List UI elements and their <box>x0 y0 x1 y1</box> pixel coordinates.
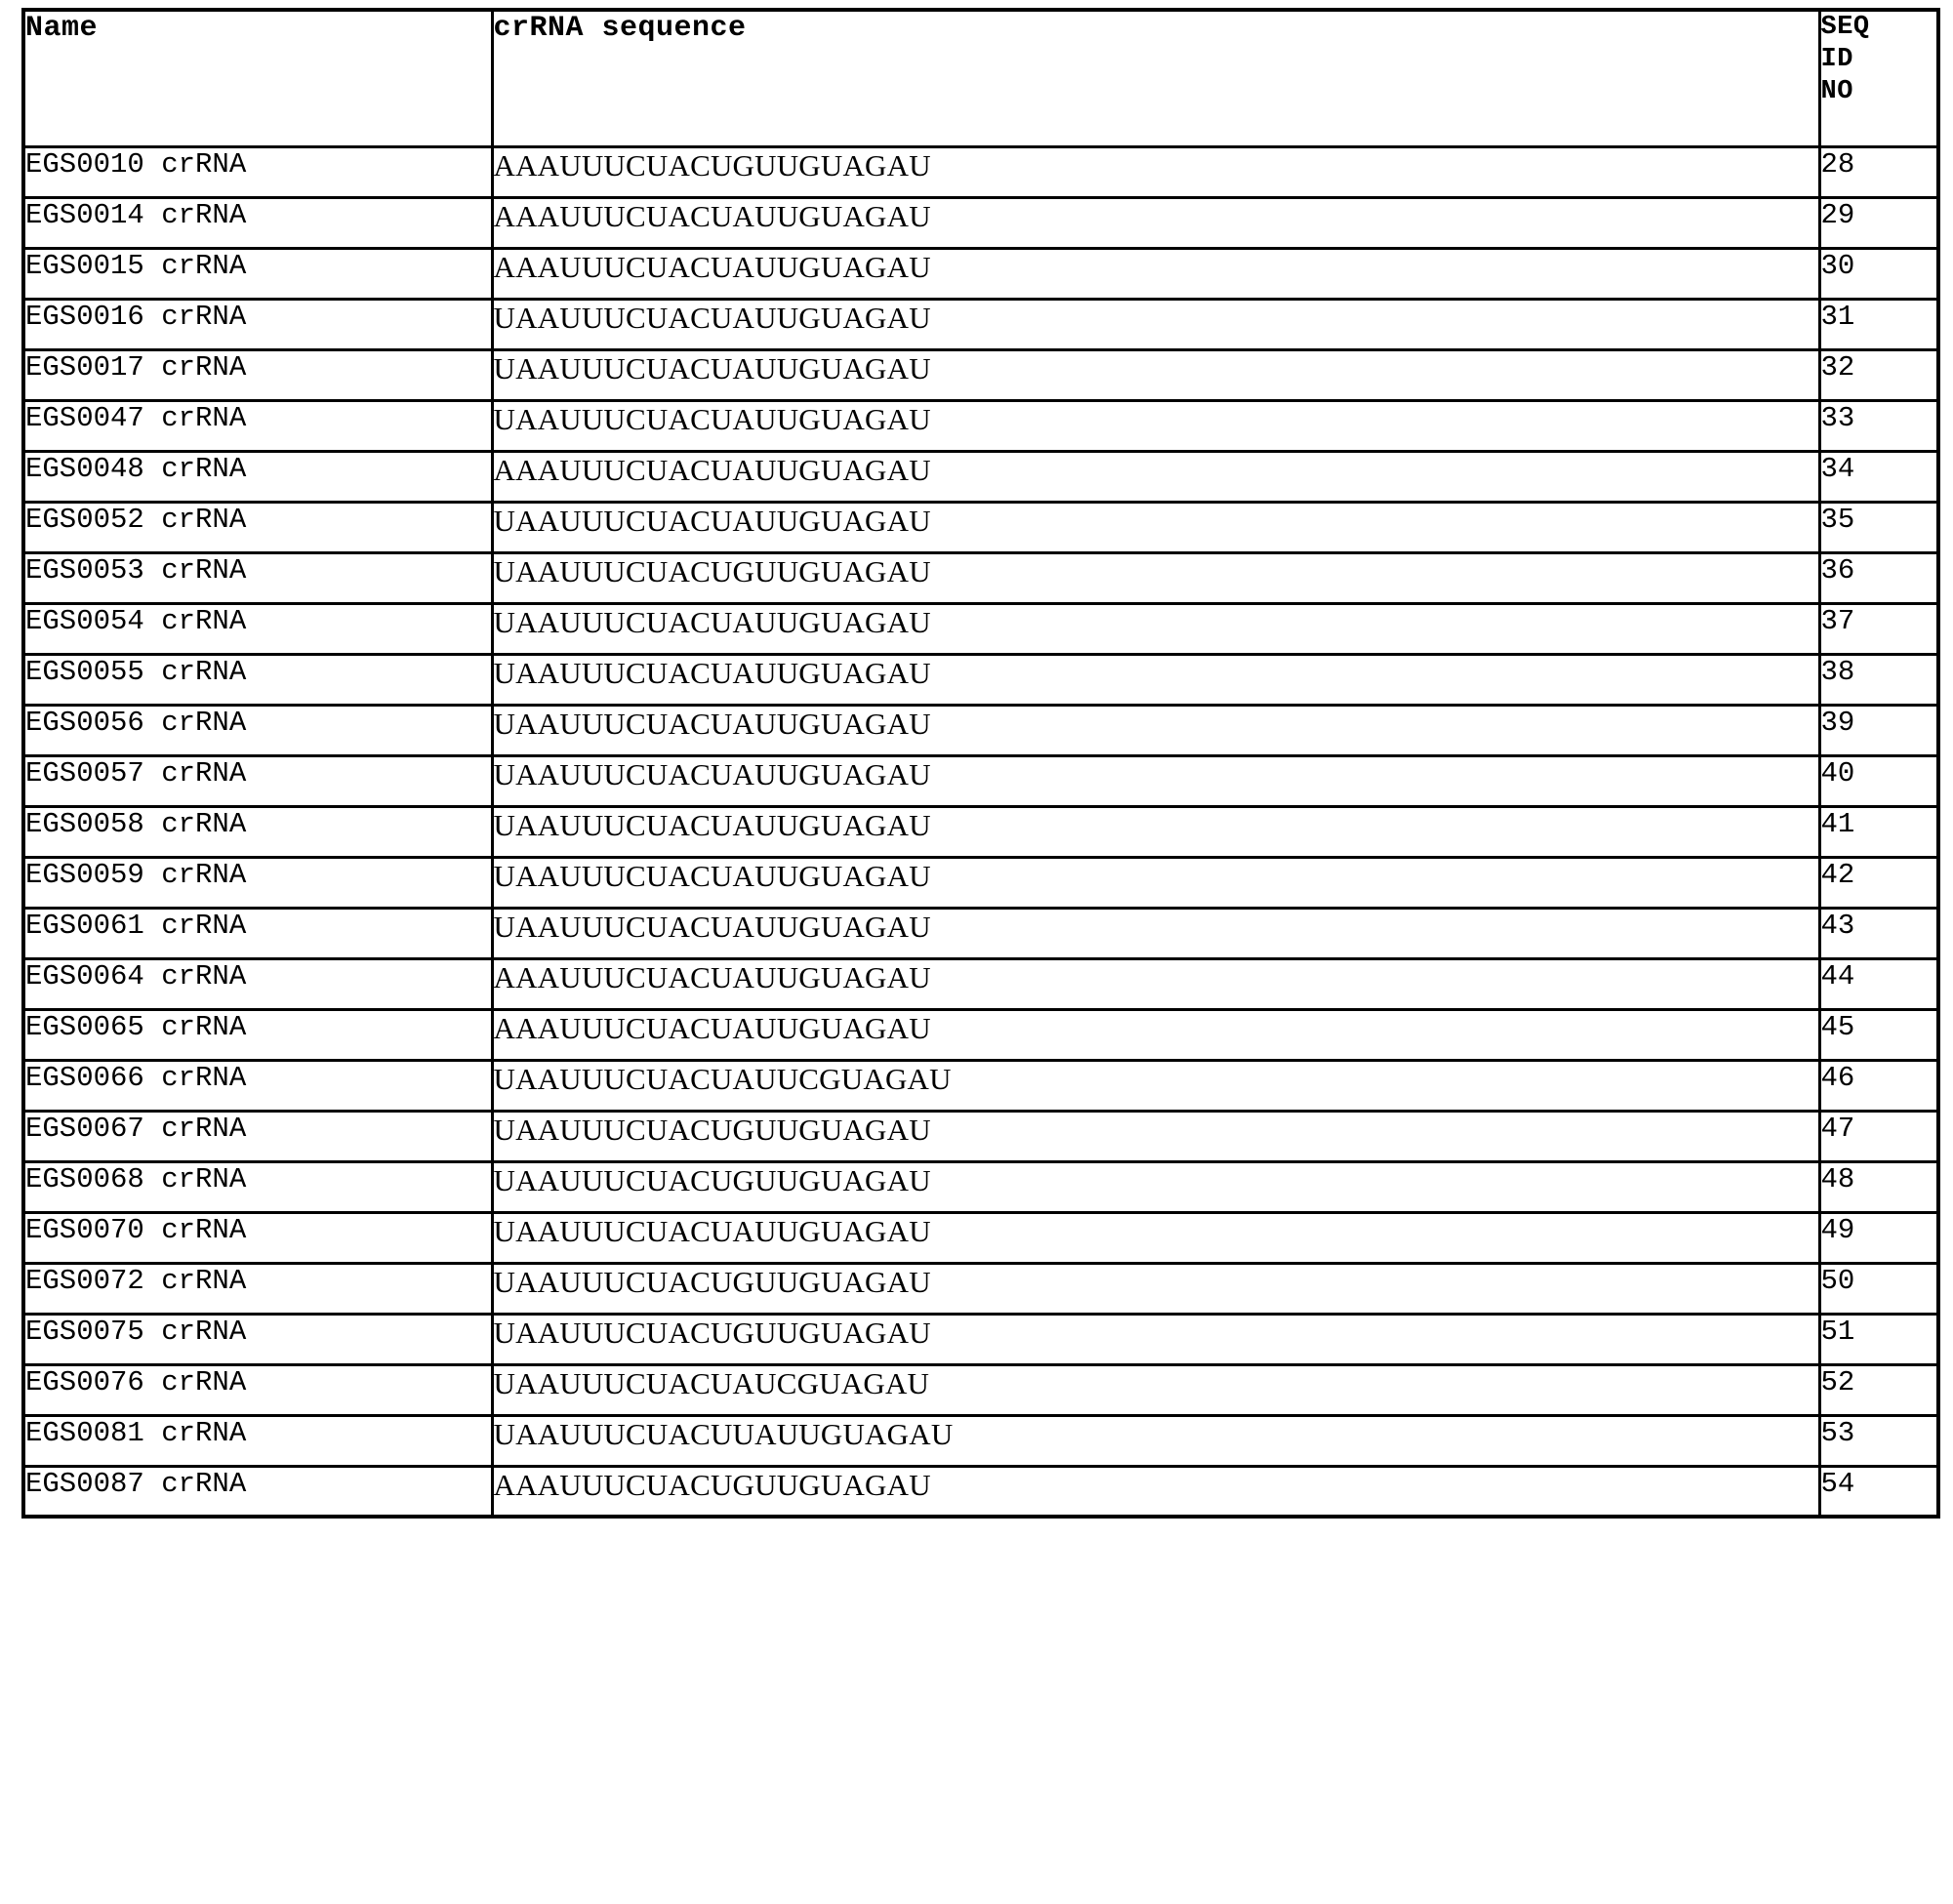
cell-crrna-sequence: UAAUUUCUACUAUUGUAGAU <box>492 755 1819 806</box>
cell-seq-id-no: 49 <box>1819 1212 1938 1263</box>
cell-name: EGS0015 crRNA <box>23 248 492 299</box>
cell-name: EGS0056 crRNA <box>23 705 492 755</box>
cell-crrna-sequence: UAAUUUCUACUUAUUGUAGAU <box>492 1415 1819 1466</box>
cell-seq-id-no: 35 <box>1819 502 1938 552</box>
table-row <box>23 654 1938 705</box>
cell-crrna-sequence: UAAUUUCUACUAUUGUAGAU <box>492 400 1819 451</box>
cell-crrna-sequence: UAAUUUCUACUAUUGUAGAU <box>492 908 1819 958</box>
cell-name: EGS0081 crRNA <box>23 1415 492 1466</box>
table-row <box>23 908 1938 958</box>
cell-name: EGS0053 crRNA <box>23 552 492 603</box>
cell-seq-id-no: 29 <box>1819 197 1938 248</box>
cell-name: EGS0058 crRNA <box>23 806 492 857</box>
table-row <box>23 857 1938 908</box>
cell-seq-id-no: 31 <box>1819 299 1938 349</box>
table-row <box>23 1314 1938 1364</box>
cell-name: EGS0016 crRNA <box>23 299 492 349</box>
table-row <box>23 806 1938 857</box>
cell-name: EGS0057 crRNA <box>23 755 492 806</box>
cell-name: EGS0066 crRNA <box>23 1060 492 1111</box>
cell-seq-id-no: 42 <box>1819 857 1938 908</box>
table-body <box>23 146 1938 1517</box>
column-header-seq-id-no <box>1819 10 1938 146</box>
cell-seq-id-no: 44 <box>1819 958 1938 1009</box>
cell-seq-id-no: 45 <box>1819 1009 1938 1060</box>
table-header <box>23 10 1938 146</box>
table-row <box>23 1466 1938 1517</box>
cell-crrna-sequence: AAAUUUCUACUAUUGUAGAU <box>492 451 1819 502</box>
cell-name: EGS0067 crRNA <box>23 1111 492 1161</box>
cell-seq-id-no: 48 <box>1819 1161 1938 1212</box>
cell-seq-id-no: 36 <box>1819 552 1938 603</box>
cell-name: EGS0010 crRNA <box>23 146 492 197</box>
table-row <box>23 705 1938 755</box>
cell-crrna-sequence: UAAUUUCUACUAUUCGUAGAU <box>492 1060 1819 1111</box>
table-row <box>23 349 1938 400</box>
table-row <box>23 958 1938 1009</box>
table-row <box>23 1111 1938 1161</box>
cell-seq-id-no: 38 <box>1819 654 1938 705</box>
cell-name: EGS0068 crRNA <box>23 1161 492 1212</box>
table-row <box>23 603 1938 654</box>
cell-seq-id-no: 54 <box>1819 1466 1938 1517</box>
cell-seq-id-no: 30 <box>1819 248 1938 299</box>
cell-name: EGS0054 crRNA <box>23 603 492 654</box>
cell-crrna-sequence: AAAUUUCUACUGUUGUAGAU <box>492 1466 1819 1517</box>
cell-crrna-sequence: UAAUUUCUACUGUUGUAGAU <box>492 1314 1819 1364</box>
cell-seq-id-no: 32 <box>1819 349 1938 400</box>
cell-crrna-sequence: UAAUUUCUACUAUUGUAGAU <box>492 654 1819 705</box>
table-row <box>23 248 1938 299</box>
cell-crrna-sequence: AAAUUUCUACUAUUGUAGAU <box>492 958 1819 1009</box>
table-row <box>23 502 1938 552</box>
cell-crrna-sequence: UAAUUUCUACUAUUGUAGAU <box>492 705 1819 755</box>
cell-crrna-sequence: AAAUUUCUACUAUUGUAGAU <box>492 1009 1819 1060</box>
cell-seq-id-no: 52 <box>1819 1364 1938 1415</box>
cell-crrna-sequence: UAAUUUCUACUAUUGUAGAU <box>492 1212 1819 1263</box>
crrna-sequence-table <box>21 8 1940 1519</box>
table-row <box>23 552 1938 603</box>
cell-seq-id-no: 39 <box>1819 705 1938 755</box>
cell-seq-id-no: 37 <box>1819 603 1938 654</box>
cell-crrna-sequence: UAAUUUCUACUAUUGUAGAU <box>492 857 1819 908</box>
table-row <box>23 197 1938 248</box>
cell-name: EGS0075 crRNA <box>23 1314 492 1364</box>
cell-name: EGS0059 crRNA <box>23 857 492 908</box>
column-header-seq-id-no-line1: SEQ <box>1820 13 1870 42</box>
cell-crrna-sequence: UAAUUUCUACUAUUGUAGAU <box>492 299 1819 349</box>
column-header-crrna-sequence: crRNA sequence <box>492 10 1819 146</box>
cell-seq-id-no: 46 <box>1819 1060 1938 1111</box>
cell-name: EGS0014 crRNA <box>23 197 492 248</box>
cell-crrna-sequence: UAAUUUCUACUAUUGUAGAU <box>492 349 1819 400</box>
header-row <box>23 10 1938 146</box>
cell-crrna-sequence: UAAUUUCUACUGUUGUAGAU <box>492 1111 1819 1161</box>
cell-seq-id-no: 51 <box>1819 1314 1938 1364</box>
cell-name: EGS0064 crRNA <box>23 958 492 1009</box>
cell-seq-id-no: 41 <box>1819 806 1938 857</box>
table-row <box>23 1415 1938 1466</box>
cell-name: EGS0017 crRNA <box>23 349 492 400</box>
cell-name: EGS0070 crRNA <box>23 1212 492 1263</box>
cell-name: EGS0065 crRNA <box>23 1009 492 1060</box>
cell-crrna-sequence: UAAUUUCUACUGUUGUAGAU <box>492 1263 1819 1314</box>
cell-name: EGS0047 crRNA <box>23 400 492 451</box>
cell-crrna-sequence: UAAUUUCUACUGUUGUAGAU <box>492 1161 1819 1212</box>
cell-name: EGS0052 crRNA <box>23 502 492 552</box>
table-row <box>23 1263 1938 1314</box>
cell-crrna-sequence: AAAUUUCUACUGUUGUAGAU <box>492 146 1819 197</box>
cell-crrna-sequence: AAAUUUCUACUAUUGUAGAU <box>492 197 1819 248</box>
column-header-seq-id-no-line2: ID <box>1820 44 1853 74</box>
cell-name: EGS0076 crRNA <box>23 1364 492 1415</box>
cell-seq-id-no: 47 <box>1819 1111 1938 1161</box>
cell-seq-id-no: 28 <box>1819 146 1938 197</box>
table-row <box>23 146 1938 197</box>
table-row <box>23 755 1938 806</box>
cell-name: EGS0072 crRNA <box>23 1263 492 1314</box>
cell-name: EGS0055 crRNA <box>23 654 492 705</box>
cell-name: EGS0087 crRNA <box>23 1466 492 1517</box>
cell-seq-id-no: 53 <box>1819 1415 1938 1466</box>
cell-crrna-sequence: UAAUUUCUACUGUUGUAGAU <box>492 552 1819 603</box>
table-row <box>23 1212 1938 1263</box>
cell-crrna-sequence: UAAUUUCUACUAUUGUAGAU <box>492 806 1819 857</box>
table-row <box>23 1161 1938 1212</box>
table-row <box>23 400 1938 451</box>
cell-seq-id-no: 34 <box>1819 451 1938 502</box>
cell-crrna-sequence: AAAUUUCUACUAUUGUAGAU <box>492 248 1819 299</box>
cell-seq-id-no: 50 <box>1819 1263 1938 1314</box>
cell-crrna-sequence: UAAUUUCUACUAUUGUAGAU <box>492 502 1819 552</box>
column-header-name: Name <box>23 10 492 146</box>
table-row <box>23 1060 1938 1111</box>
cell-seq-id-no: 40 <box>1819 755 1938 806</box>
table-row <box>23 1364 1938 1415</box>
cell-seq-id-no: 43 <box>1819 908 1938 958</box>
cell-crrna-sequence: UAAUUUCUACUAUUGUAGAU <box>492 603 1819 654</box>
cell-seq-id-no: 33 <box>1819 400 1938 451</box>
column-header-seq-id-no-line3: NO <box>1820 76 1853 106</box>
cell-name: EGS0048 crRNA <box>23 451 492 502</box>
table-row <box>23 1009 1938 1060</box>
cell-crrna-sequence: UAAUUUCUACUAUCGUAGAU <box>492 1364 1819 1415</box>
table-row <box>23 299 1938 349</box>
table-row <box>23 451 1938 502</box>
cell-name: EGS0061 crRNA <box>23 908 492 958</box>
